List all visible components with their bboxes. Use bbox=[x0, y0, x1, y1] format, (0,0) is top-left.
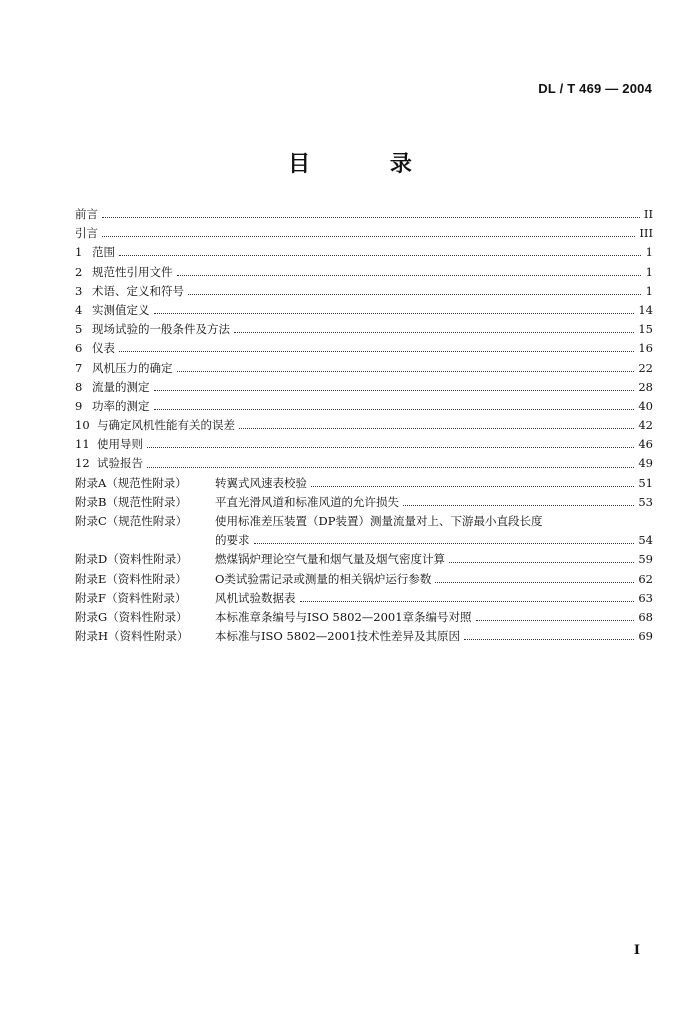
toc-page: 62 bbox=[638, 571, 653, 586]
toc-page: III bbox=[639, 226, 653, 241]
page-number: I bbox=[633, 943, 640, 958]
toc-label: 规范性引用文件 bbox=[92, 264, 173, 279]
leader-dots bbox=[435, 582, 634, 583]
toc-appendix-c-continued[interactable] bbox=[75, 531, 653, 550]
toc-label: 仪表 bbox=[92, 341, 115, 356]
toc-entry[interactable] bbox=[75, 454, 653, 473]
toc-appendix-d[interactable] bbox=[75, 550, 653, 569]
toc-page: 69 bbox=[638, 629, 653, 644]
toc-entry[interactable] bbox=[75, 339, 653, 358]
leader-dots bbox=[154, 390, 635, 391]
appendix-id: 附录C（规范性附录） bbox=[75, 514, 188, 528]
toc-entry[interactable] bbox=[75, 263, 653, 282]
toc-page: 54 bbox=[638, 533, 653, 548]
leader-dots bbox=[102, 236, 635, 237]
toc-appendix-f[interactable] bbox=[75, 589, 653, 608]
toc-label: 流量的测定 bbox=[92, 379, 150, 394]
toc-appendix-e[interactable] bbox=[75, 570, 653, 589]
toc-number: 11 bbox=[75, 437, 90, 452]
toc-entry[interactable] bbox=[75, 416, 653, 435]
toc-number: 6 bbox=[75, 341, 83, 356]
toc-label: 现场试验的一般条件及方法 bbox=[92, 322, 230, 337]
toc-label-continued: 的要求 bbox=[215, 533, 250, 548]
toc-label: 风机压力的确定 bbox=[92, 360, 173, 375]
leader-dots bbox=[234, 332, 634, 333]
leader-dots bbox=[403, 505, 634, 506]
leader-dots bbox=[147, 467, 634, 468]
toc-number: 2 bbox=[75, 264, 83, 279]
toc-label: 前言 bbox=[75, 207, 98, 221]
toc-number: 8 bbox=[75, 379, 83, 394]
toc-page: 49 bbox=[638, 456, 653, 471]
toc-page: 28 bbox=[638, 379, 653, 394]
leader-dots bbox=[119, 255, 641, 256]
toc-page: 42 bbox=[638, 418, 653, 433]
toc-entry[interactable] bbox=[75, 243, 653, 262]
appendix-id: 附录D（资料性附录） bbox=[75, 552, 188, 567]
toc-page: 46 bbox=[638, 437, 653, 452]
toc-appendix-b[interactable] bbox=[75, 493, 653, 512]
toc-entry[interactable] bbox=[75, 282, 653, 301]
leader-dots bbox=[177, 371, 635, 372]
appendix-id: 附录A（规范性附录） bbox=[75, 475, 187, 490]
toc-number: 7 bbox=[75, 360, 83, 375]
toc-page: 14 bbox=[638, 302, 653, 317]
leader-dots bbox=[102, 217, 640, 218]
leader-dots bbox=[449, 562, 634, 563]
appendix-id: 附录H（资料性附录） bbox=[75, 629, 189, 644]
toc-entry[interactable] bbox=[75, 378, 653, 397]
leader-dots bbox=[300, 601, 635, 602]
toc-number: 3 bbox=[75, 283, 83, 298]
table-of-contents bbox=[75, 205, 653, 646]
leader-dots bbox=[188, 294, 641, 295]
standard-code: DL / T 469 — 2004 bbox=[538, 81, 652, 96]
leader-dots bbox=[154, 313, 635, 314]
toc-label: 功率的测定 bbox=[92, 398, 150, 413]
leader-dots bbox=[147, 447, 634, 448]
toc-entry[interactable] bbox=[75, 320, 653, 339]
toc-page: 22 bbox=[638, 360, 653, 375]
leader-dots bbox=[311, 486, 634, 487]
leader-dots bbox=[254, 543, 635, 544]
toc-label: 本标准章条编号与ISO 5802—2001章条编号对照 bbox=[215, 609, 472, 624]
toc-page: 16 bbox=[638, 341, 653, 356]
appendix-id: 附录E（资料性附录） bbox=[75, 571, 187, 586]
toc-page: 51 bbox=[638, 475, 653, 490]
toc-appendix-c[interactable] bbox=[75, 512, 653, 531]
toc-label: 风机试验数据表 bbox=[215, 590, 296, 605]
toc-page: 1 bbox=[645, 264, 653, 279]
toc-number: 10 bbox=[75, 418, 90, 433]
toc-entry-introduction[interactable] bbox=[75, 224, 653, 243]
toc-appendix-a[interactable] bbox=[75, 474, 653, 493]
toc-label: 转翼式风速表校验 bbox=[215, 475, 307, 490]
appendix-id: 附录F（资料性附录） bbox=[75, 590, 187, 605]
toc-page: 1 bbox=[645, 283, 653, 298]
toc-entry[interactable] bbox=[75, 301, 653, 320]
toc-label: 使用导则 bbox=[97, 437, 143, 452]
appendix-id: 附录B（规范性附录） bbox=[75, 494, 187, 509]
leader-dots bbox=[464, 639, 634, 640]
toc-label: 试验报告 bbox=[97, 456, 143, 471]
toc-label: 平直光滑风道和标准风道的允许损失 bbox=[215, 494, 399, 509]
toc-page: 1 bbox=[645, 245, 653, 260]
leader-dots bbox=[476, 620, 635, 621]
toc-page: 40 bbox=[638, 398, 653, 413]
toc-number: 9 bbox=[75, 398, 83, 413]
toc-number: 1 bbox=[75, 245, 83, 260]
toc-appendix-g[interactable] bbox=[75, 608, 653, 627]
toc-number: 12 bbox=[75, 456, 90, 471]
toc-label: 燃煤锅炉理论空气量和烟气量及烟气密度计算 bbox=[215, 552, 445, 567]
toc-page: 63 bbox=[638, 590, 653, 605]
leader-dots bbox=[177, 275, 642, 276]
toc-label: 范围 bbox=[92, 245, 115, 260]
page-title: 目 录 bbox=[288, 152, 448, 177]
toc-page: II bbox=[643, 207, 653, 221]
toc-label: 本标准与ISO 5802—2001技术性差异及其原因 bbox=[215, 629, 461, 644]
toc-page: 68 bbox=[638, 609, 653, 624]
toc-entry[interactable] bbox=[75, 359, 653, 378]
toc-page: 53 bbox=[638, 494, 653, 509]
toc-number: 4 bbox=[75, 302, 83, 317]
toc-label: 引言 bbox=[75, 226, 98, 241]
toc-label: 术语、定义和符号 bbox=[92, 283, 184, 298]
leader-dots bbox=[119, 351, 634, 352]
toc-entry-foreword[interactable] bbox=[75, 205, 653, 224]
toc-page: 15 bbox=[638, 322, 653, 337]
toc-label: 与确定风机性能有关的误差 bbox=[97, 418, 235, 433]
toc-page: 59 bbox=[638, 552, 653, 567]
leader-dots bbox=[154, 409, 635, 410]
toc-number: 5 bbox=[75, 322, 83, 337]
leader-dots bbox=[239, 428, 634, 429]
toc-entry[interactable] bbox=[75, 397, 653, 416]
toc-appendix-h[interactable] bbox=[75, 627, 653, 646]
appendix-id: 附录G（资料性附录） bbox=[75, 609, 188, 624]
toc-label: O类试验需记录或测量的相关锅炉运行参数 bbox=[215, 571, 432, 586]
toc-label: 实测值定义 bbox=[92, 302, 150, 317]
toc-label: 使用标准差压装置（DP装置）测量流量对上、下游最小直段长度 bbox=[215, 514, 543, 528]
toc-entry[interactable] bbox=[75, 435, 653, 454]
